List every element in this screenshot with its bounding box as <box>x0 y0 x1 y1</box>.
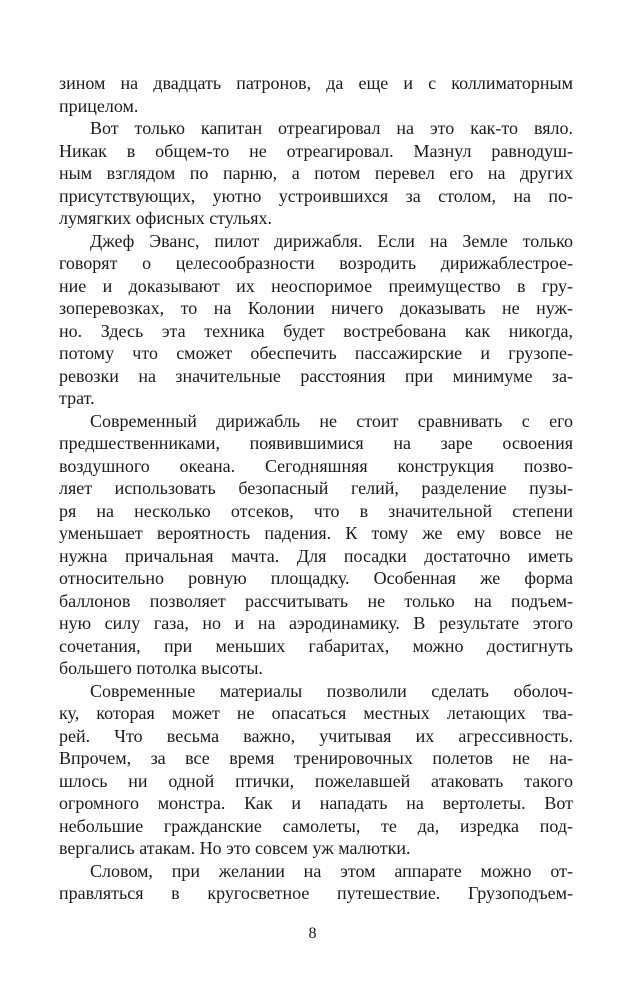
text-line: Впрочем, за все время тренировочных полетов не на- <box>59 748 573 768</box>
paragraph <box>59 860 573 905</box>
text-line: ную силу газа, но и на аэродинамику. В результате этого <box>59 613 573 633</box>
text-line: Словом, при желании на этом аппарате можно от- <box>90 860 573 881</box>
text-line: ным взглядом по парню, а потом перевел его на других <box>59 163 573 183</box>
body-text <box>59 72 573 905</box>
text-line: прицелом. <box>59 95 139 116</box>
text-line: присутствующих, уютно устроившихся за столом, на по- <box>59 185 573 206</box>
text-line: но. Здесь эта техника будет востребована как никогда, <box>59 320 573 341</box>
text-line: шлось ни одной птички, пожелавшей атаковать такого <box>59 770 573 791</box>
paragraph <box>59 117 573 230</box>
text-line: рей. Что весьма важно, учитывая их агрессивность. <box>59 725 573 746</box>
text-line: говорят о целесообразности возродить дирижаблестрое- <box>59 253 573 273</box>
text-line: лумягких офисных стульях. <box>59 208 272 228</box>
text-line: Современные материалы позволили сделать оболоч- <box>90 680 573 701</box>
text-line: потому что сможет обеспечить пассажирские и грузопе- <box>59 343 573 363</box>
text-line: ревозки на значительные расстояния при минимуме за- <box>59 365 573 386</box>
text-line: воздушного океана. Сегодняшняя конструкция позво- <box>59 455 573 476</box>
text-line: нужна причальная мачта. Для посадки достаточно иметь <box>59 545 573 566</box>
paragraph <box>59 680 573 860</box>
text-line: трат. <box>59 388 95 408</box>
text-line: небольшие гражданские самолеты, те да, изредка под- <box>59 815 573 836</box>
text-line: уменьшает вероятность падения. К тому же ему вовсе не <box>59 523 573 543</box>
paragraph <box>59 410 573 680</box>
text-line: Современный дирижабль не стоит сравнивать с его <box>90 410 573 431</box>
text-line: баллонов позволяет рассчитывать не только на подъем- <box>59 590 573 611</box>
text-line: Никак в общем-то не отреагировал. Мазнул равнодуш- <box>59 140 573 161</box>
paragraph <box>59 230 573 410</box>
text-line: ние и доказывают их неоспоримое преимущество в гру- <box>59 275 573 296</box>
text-line: вергались атакам. Но это совсем уж малютки. <box>59 838 411 858</box>
text-line: огромного монстра. Как и нападать на вертолеты. Вот <box>59 793 573 813</box>
page-number: 8 <box>308 925 317 942</box>
text-line: Джеф Эванс, пилот дирижабля. Если на Земле только <box>90 230 573 251</box>
text-line: относительно ровную площадку. Особенная же форма <box>59 568 573 588</box>
text-line: ря на несколько отсеков, что в значительной степени <box>59 500 573 521</box>
text-line: большего потолка высоты. <box>59 658 263 678</box>
text-line: предшественниками, появившимися на заре освоения <box>59 433 573 453</box>
text-line: сочетания, при меньших габаритах, можно достигнуть <box>59 635 573 656</box>
text-line: Вот только капитан отреагировал на это как-то вяло. <box>90 118 573 138</box>
paragraph <box>59 72 573 117</box>
text-line: зином на двадцать патронов, да еще и с коллиматорным <box>59 73 573 93</box>
text-line: ляет использовать безопасный гелий, разделение пузы- <box>59 478 573 498</box>
text-line: зоперевозках, то на Колонии ничего доказывать не нуж- <box>59 298 573 318</box>
text-line: ку, которая может не опасаться местных летающих тва- <box>59 703 573 723</box>
text-line: правляться в кругосветное путешествие. Грузоподъем- <box>59 883 573 903</box>
